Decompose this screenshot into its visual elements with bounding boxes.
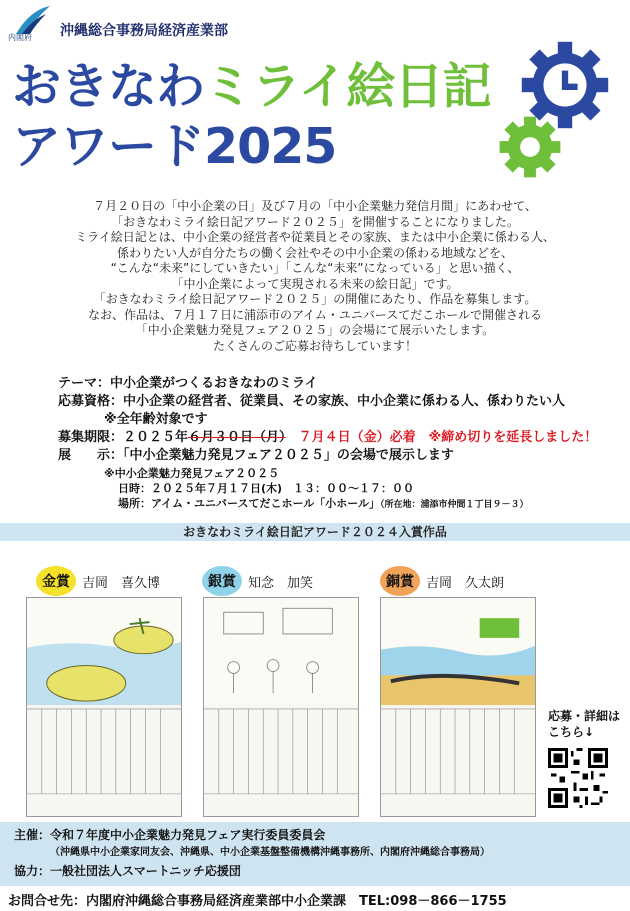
award-gold xyxy=(36,564,160,598)
silver-drawing-image xyxy=(203,597,359,817)
fair-place: 場所：アイム・ユニバースてだこホール「小ホール」 xyxy=(118,497,381,510)
award-winner-name: 知念 加笑 xyxy=(248,575,314,591)
theme-label: テーマ： xyxy=(58,376,111,391)
intro-line: なお、作品は、７月１７日に浦添市のアイム・ユニバースてだこホールで開催される xyxy=(87,307,543,322)
award-winner-name: 吉岡 久太朗 xyxy=(426,575,505,591)
deadline-new: ７月４日（金）必着 xyxy=(298,430,416,445)
intro-line: 「中小企業によって実現される未来の絵日記」です。 xyxy=(171,276,459,291)
theme-row xyxy=(58,375,597,393)
logo-caption: 内閣府 xyxy=(8,33,32,42)
eligibility-note: ※全年齢対象です xyxy=(104,412,208,427)
winners-banner: おきなわミライ絵日記アワード２０２４入賞作品 xyxy=(0,523,630,541)
intro-line: たくさんのご応募お待ちしています！ xyxy=(212,338,417,353)
intro-text xyxy=(20,199,610,354)
coop-value: 一般社団法人スマートニッチ応援団 xyxy=(50,864,241,878)
qr-caption-line2: こちら↓ xyxy=(548,725,595,739)
fair-date: 日時：２０２５年７月１７日(木) １３：００～１７：００ xyxy=(118,482,415,495)
award-bronze xyxy=(380,564,504,598)
intro-line: ７月２０日の「中小企業の日」及び７月の「中小企業魅力発信月間」にあわせて、 xyxy=(93,199,537,213)
gear-icon xyxy=(497,114,563,180)
fair-name: ※中小企業魅力発見フェア２０２５ xyxy=(104,467,280,480)
title-part2: ミライ絵日記 xyxy=(204,58,491,115)
eligibility-row xyxy=(58,393,597,411)
deadline-label: 募集期限： xyxy=(58,430,124,445)
bronze-medal-badge: 銅賞 xyxy=(380,566,420,596)
deadline-old: ６月３０日（月） xyxy=(188,430,286,445)
bronze-drawing-image xyxy=(380,597,536,817)
award-silver xyxy=(202,564,313,598)
host-row xyxy=(14,826,630,844)
intro-line: 「おきなわミライ絵日記アワード２０２５」の開催にあたり、作品を募集します。 xyxy=(93,292,537,306)
gold-drawing-image xyxy=(26,597,182,817)
theme-value: 中小企業がつくるおきなわのミライ xyxy=(110,376,318,391)
deadline-row xyxy=(58,429,597,447)
silver-medal-badge: 銀賞 xyxy=(202,566,242,596)
intro-line: “こんな“未来”にしていきたい」「こんな“未来”になっている」と思い描く、 xyxy=(110,261,520,275)
qr-caption xyxy=(548,708,620,740)
intro-line: 係わりたい人が自分たちの働く会社やその中小企業の係わる地域などを、 xyxy=(116,245,513,260)
fair-address: （所在地：浦添市仲間１丁目９－３） xyxy=(380,500,529,510)
sponsor-section xyxy=(0,822,630,886)
department-name: 沖縄総合事務局経済産業部 xyxy=(60,23,228,39)
title-part1: おきなわ xyxy=(12,58,205,115)
exhibit-value: 「中小企業魅力発見フェア２０２５」の会場で展示します xyxy=(123,448,454,463)
deadline-year: ２０２５年 xyxy=(123,430,189,445)
eligibility-value: 中小企業の経営者、従業員、その家族、中小企業に係わる人、係わりたい人 xyxy=(123,394,566,409)
contact-info: お問合せ先：内閣府沖縄総合事務局経済産業部中小企業課 TEL:098－866－1755 xyxy=(8,894,507,909)
eligibility-label: 応募資格： xyxy=(58,394,124,409)
qr-code-icon[interactable] xyxy=(548,748,608,808)
details-section xyxy=(58,375,597,510)
fair-place-row xyxy=(58,495,597,510)
host-value: 令和７年度中小企業魅力発見フェア実行委員委員会 xyxy=(50,828,326,842)
host-label: 主催： xyxy=(14,828,51,842)
host-members: （沖縄県中小企業家同友会、沖縄県、中小企業基盤整備機構沖縄事務所、内閣府沖縄総合事務局） xyxy=(50,847,490,858)
page-title-line2: アワード2025 xyxy=(12,118,337,175)
coop-row xyxy=(14,862,630,880)
gold-medal-badge: 金賞 xyxy=(36,566,76,596)
coop-label: 協力： xyxy=(14,864,51,878)
intro-line: 「おきなわミライ絵日記アワード２０２５」を開催することになりました。 xyxy=(111,214,519,229)
qr-caption-line1: 応募・詳細は xyxy=(548,709,621,723)
intro-line: 「中小企業魅力発見フェア２０２５」の会場にて展示いたします。 xyxy=(135,323,495,337)
intro-line: ミライ絵日記とは、中小企業の経営者や従業員とその家族、または中小企業に係わる人、 xyxy=(75,230,555,244)
award-winner-name: 吉岡 喜久博 xyxy=(82,575,161,591)
deadline-note: ※締め切りを延長しました！ xyxy=(428,430,598,445)
exhibit-row xyxy=(58,447,597,465)
exhibit-label: 展 示： xyxy=(58,448,124,463)
